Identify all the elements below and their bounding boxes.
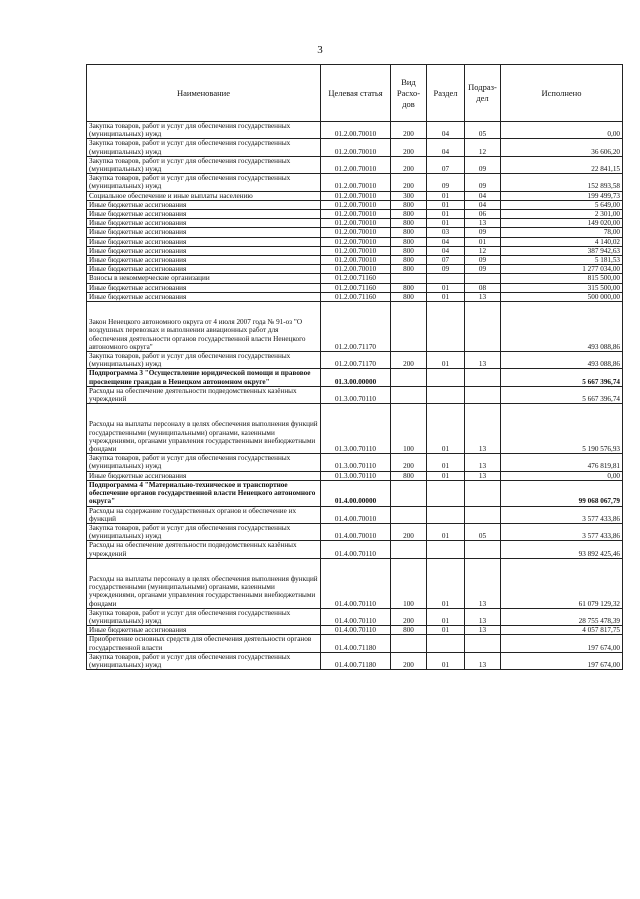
cell-subsection [465, 480, 501, 506]
cell-expense-kind: 200 [391, 652, 427, 669]
cell-expense-kind: 800 [391, 471, 427, 480]
cell-target-article: 01.4.00.70110 [321, 558, 391, 608]
cell-executed: 3 577 433,86 [501, 523, 623, 540]
cell-expense-kind [391, 635, 427, 652]
table-row [87, 274, 623, 283]
cell-expense-kind: 800 [391, 283, 427, 292]
cell-subsection: 12 [465, 246, 501, 255]
cell-section: 01 [427, 471, 465, 480]
cell-target-article: 01.2.00.71170 [321, 352, 391, 369]
cell-name: Закупка товаров, работ и услуг для обеспечения государственных (муниципальных) нужд [87, 523, 321, 540]
cell-executed: 152 893,58 [501, 174, 623, 191]
cell-expense-kind [391, 541, 427, 558]
table-body [87, 122, 623, 670]
cell-executed: 493 088,86 [501, 302, 623, 352]
table-row [87, 156, 623, 173]
cell-subsection: 13 [465, 471, 501, 480]
cell-name: Закупка товаров, работ и услуг для обеспечения государственных (муниципальных) нужд [87, 174, 321, 191]
cell-executed: 197 674,00 [501, 635, 623, 652]
cell-name: Иные бюджетные ассигнования [87, 200, 321, 209]
header-subsection: Подраз-дел [465, 65, 501, 122]
table-row [87, 471, 623, 480]
cell-section: 01 [427, 652, 465, 669]
cell-section: 03 [427, 228, 465, 237]
cell-subsection: 13 [465, 608, 501, 625]
cell-expense-kind: 800 [391, 265, 427, 274]
cell-name: Иные бюджетные ассигнования [87, 237, 321, 246]
cell-name: Иные бюджетные ассигнования [87, 210, 321, 219]
cell-executed: 5 190 576,93 [501, 404, 623, 454]
cell-target-article: 01.3.00.70110 [321, 471, 391, 480]
cell-target-article: 01.2.00.71160 [321, 274, 391, 283]
cell-executed: 476 819,81 [501, 454, 623, 471]
cell-section: 01 [427, 292, 465, 301]
cell-target-article: 01.2.00.70010 [321, 139, 391, 156]
cell-subsection: 08 [465, 283, 501, 292]
cell-subsection [465, 302, 501, 352]
cell-section [427, 506, 465, 523]
cell-executed: 0,00 [501, 122, 623, 139]
cell-subsection: 13 [465, 219, 501, 228]
cell-executed: 61 079 129,32 [501, 558, 623, 608]
cell-expense-kind: 200 [391, 352, 427, 369]
cell-section: 04 [427, 237, 465, 246]
cell-subsection [465, 369, 501, 386]
cell-target-article: 01.2.00.70010 [321, 256, 391, 265]
cell-subsection: 05 [465, 122, 501, 139]
cell-expense-kind [391, 506, 427, 523]
cell-target-article: 01.4.00.70110 [321, 541, 391, 558]
table-row [87, 558, 623, 608]
cell-executed: 36 606,20 [501, 139, 623, 156]
cell-name: Иные бюджетные ассигнования [87, 246, 321, 255]
cell-expense-kind: 800 [391, 237, 427, 246]
cell-executed: 493 088,86 [501, 352, 623, 369]
cell-executed: 4 057 817,75 [501, 626, 623, 635]
table-row [87, 635, 623, 652]
cell-name: Подпрограмма 4 "Материально-техническое и транспортное обеспечение органов государственной власти Ненецкого автономного округа" [87, 480, 321, 506]
cell-subsection [465, 506, 501, 523]
cell-subsection: 09 [465, 256, 501, 265]
cell-subsection: 09 [465, 228, 501, 237]
cell-target-article: 01.2.00.70010 [321, 122, 391, 139]
cell-executed: 22 841,15 [501, 156, 623, 173]
table-row [87, 541, 623, 558]
cell-section: 09 [427, 174, 465, 191]
cell-name: Иные бюджетные ассигнования [87, 292, 321, 301]
cell-name: Расходы на выплаты персоналу в целях обеспечения выполнения функций государственными (муниципальными) органами, казенными учреждениями, органами управления государственными внебюджетными фондами [87, 558, 321, 608]
cell-section [427, 386, 465, 403]
table-row [87, 626, 623, 635]
table-row [87, 369, 623, 386]
table-row [87, 352, 623, 369]
cell-name: Иные бюджетные ассигнования [87, 219, 321, 228]
cell-target-article: 01.4.00.71180 [321, 652, 391, 669]
cell-name: Закупка товаров, работ и услуг для обеспечения государственных (муниципальных) нужд [87, 608, 321, 625]
cell-section [427, 274, 465, 283]
cell-section [427, 480, 465, 506]
cell-subsection: 01 [465, 237, 501, 246]
cell-target-article: 01.2.00.71160 [321, 292, 391, 301]
cell-section: 01 [427, 191, 465, 200]
cell-target-article: 01.2.00.70010 [321, 174, 391, 191]
cell-name: Расходы на содержание государственных органов и обеспечение их функций [87, 506, 321, 523]
cell-subsection: 13 [465, 626, 501, 635]
header-expense-kind: Вид Расхо-дов [391, 65, 427, 122]
cell-target-article: 01.2.00.71160 [321, 283, 391, 292]
cell-target-article: 01.4.00.00000 [321, 480, 391, 506]
cell-section [427, 369, 465, 386]
cell-section: 01 [427, 210, 465, 219]
cell-name: Иные бюджетные ассигнования [87, 256, 321, 265]
cell-name: Подпрограмма 3 "Осуществление юридической помощи и правовое просвещение граждан в Ненецком автономном округе" [87, 369, 321, 386]
cell-expense-kind: 800 [391, 228, 427, 237]
cell-name: Взносы в некоммерческие организации [87, 274, 321, 283]
cell-executed: 4 140,02 [501, 237, 623, 246]
expenditure-table [86, 64, 623, 670]
cell-subsection: 13 [465, 292, 501, 301]
table-row [87, 386, 623, 403]
table-row [87, 652, 623, 669]
cell-executed: 5 667 396,74 [501, 386, 623, 403]
cell-name: Закупка товаров, работ и услуг для обеспечения государственных (муниципальных) нужд [87, 139, 321, 156]
cell-subsection: 04 [465, 200, 501, 209]
cell-executed: 5 181,53 [501, 256, 623, 265]
cell-subsection: 13 [465, 558, 501, 608]
cell-executed: 387 942,63 [501, 246, 623, 255]
cell-expense-kind: 200 [391, 122, 427, 139]
cell-section [427, 302, 465, 352]
table-row [87, 608, 623, 625]
cell-target-article: 01.2.00.70010 [321, 156, 391, 173]
cell-expense-kind: 800 [391, 256, 427, 265]
cell-name: Закупка товаров, работ и услуг для обеспечения государственных (муниципальных) нужд [87, 454, 321, 471]
table-row [87, 174, 623, 191]
cell-subsection: 09 [465, 174, 501, 191]
cell-expense-kind [391, 480, 427, 506]
cell-section [427, 635, 465, 652]
page-number: 3 [317, 44, 323, 56]
table-header-row [87, 65, 623, 122]
cell-name: Иные бюджетные ассигнования [87, 265, 321, 274]
cell-section: 01 [427, 626, 465, 635]
cell-target-article: 01.2.00.70010 [321, 246, 391, 255]
cell-target-article: 01.3.00.70110 [321, 404, 391, 454]
table-row [87, 292, 623, 301]
cell-expense-kind: 800 [391, 210, 427, 219]
cell-expense-kind [391, 274, 427, 283]
cell-executed: 0,00 [501, 471, 623, 480]
cell-section: 01 [427, 352, 465, 369]
cell-name: Закупка товаров, работ и услуг для обеспечения государственных (муниципальных) нужд [87, 156, 321, 173]
cell-name: Приобретение основных средств для обеспечения деятельности органов государственной власти [87, 635, 321, 652]
cell-executed: 315 500,00 [501, 283, 623, 292]
cell-executed: 78,00 [501, 228, 623, 237]
cell-section: 01 [427, 558, 465, 608]
table-row [87, 246, 623, 255]
cell-section: 01 [427, 283, 465, 292]
cell-section [427, 541, 465, 558]
cell-subsection [465, 386, 501, 403]
cell-expense-kind [391, 302, 427, 352]
cell-section: 01 [427, 608, 465, 625]
cell-section: 01 [427, 454, 465, 471]
cell-subsection: 13 [465, 652, 501, 669]
cell-expense-kind: 300 [391, 191, 427, 200]
cell-target-article: 01.3.00.00000 [321, 369, 391, 386]
cell-subsection [465, 541, 501, 558]
table-row [87, 122, 623, 139]
cell-name: Иные бюджетные ассигнования [87, 283, 321, 292]
cell-expense-kind: 200 [391, 523, 427, 540]
cell-target-article: 01.4.00.70010 [321, 506, 391, 523]
cell-executed: 3 577 433,86 [501, 506, 623, 523]
cell-expense-kind: 800 [391, 626, 427, 635]
cell-executed: 199 499,73 [501, 191, 623, 200]
cell-name: Закупка товаров, работ и услуг для обеспечения государственных (муниципальных) нужд [87, 352, 321, 369]
cell-target-article: 01.2.00.70010 [321, 219, 391, 228]
header-target-article: Целевая статья [321, 65, 391, 122]
table-row [87, 404, 623, 454]
cell-section: 09 [427, 265, 465, 274]
cell-executed: 5 649,00 [501, 200, 623, 209]
cell-section: 04 [427, 122, 465, 139]
cell-target-article: 01.2.00.70010 [321, 210, 391, 219]
cell-target-article: 01.3.00.70110 [321, 386, 391, 403]
cell-expense-kind: 200 [391, 174, 427, 191]
cell-executed: 500 000,00 [501, 292, 623, 301]
table-row [87, 302, 623, 352]
cell-expense-kind [391, 369, 427, 386]
cell-executed: 149 020,00 [501, 219, 623, 228]
header-executed: Исполнено [501, 65, 623, 122]
cell-target-article: 01.3.00.70110 [321, 454, 391, 471]
cell-target-article: 01.2.00.70010 [321, 200, 391, 209]
cell-executed: 815 500,00 [501, 274, 623, 283]
cell-executed: 5 667 396,74 [501, 369, 623, 386]
cell-target-article: 01.4.00.70110 [321, 626, 391, 635]
cell-subsection [465, 635, 501, 652]
cell-name: Иные бюджетные ассигнования [87, 228, 321, 237]
cell-name: Расходы на обеспечение деятельности подведомственных казённых учреждений [87, 386, 321, 403]
cell-executed: 28 755 478,39 [501, 608, 623, 625]
table-row [87, 219, 623, 228]
cell-target-article: 01.2.00.70010 [321, 237, 391, 246]
cell-name: Закон Ненецкого автономного округа от 4 июля 2007 года № 91-оз "О воздушных перевозках и выполнении авиационных работ для обеспечения деятельности органов государственной власти Ненецкого автономного округа" [87, 302, 321, 352]
cell-section: 07 [427, 156, 465, 173]
table-row [87, 139, 623, 156]
cell-expense-kind: 200 [391, 139, 427, 156]
cell-section: 01 [427, 523, 465, 540]
cell-subsection: 13 [465, 454, 501, 471]
cell-section: 04 [427, 139, 465, 156]
cell-target-article: 01.2.00.70010 [321, 191, 391, 200]
cell-subsection: 13 [465, 404, 501, 454]
cell-expense-kind: 100 [391, 558, 427, 608]
table-row [87, 265, 623, 274]
cell-expense-kind: 800 [391, 200, 427, 209]
cell-subsection: 09 [465, 265, 501, 274]
table-row [87, 506, 623, 523]
cell-executed: 99 068 067,79 [501, 480, 623, 506]
table-row [87, 283, 623, 292]
cell-expense-kind: 200 [391, 454, 427, 471]
cell-subsection: 05 [465, 523, 501, 540]
cell-expense-kind: 200 [391, 608, 427, 625]
cell-target-article: 01.4.00.70010 [321, 523, 391, 540]
cell-name: Социальное обеспечение и иные выплаты населению [87, 191, 321, 200]
table-row [87, 256, 623, 265]
cell-expense-kind: 200 [391, 156, 427, 173]
cell-target-article: 01.4.00.70110 [321, 608, 391, 625]
cell-name: Расходы на выплаты персоналу в целях обеспечения выполнения функций государственными (муниципальными) органами, казенными учреждениями, органами управления государственными внебюджетными фондами [87, 404, 321, 454]
table-row [87, 191, 623, 200]
cell-expense-kind: 800 [391, 246, 427, 255]
cell-target-article: 01.2.00.70010 [321, 265, 391, 274]
cell-subsection [465, 274, 501, 283]
cell-section: 01 [427, 200, 465, 209]
cell-section: 01 [427, 219, 465, 228]
cell-subsection: 13 [465, 352, 501, 369]
table-row [87, 480, 623, 506]
cell-name: Иные бюджетные ассигнования [87, 626, 321, 635]
table-row [87, 200, 623, 209]
cell-expense-kind: 800 [391, 292, 427, 301]
cell-section: 07 [427, 256, 465, 265]
cell-executed: 2 301,00 [501, 210, 623, 219]
table-row [87, 454, 623, 471]
cell-expense-kind: 100 [391, 404, 427, 454]
cell-section: 04 [427, 246, 465, 255]
header-name: Наименование [87, 65, 321, 122]
cell-subsection: 09 [465, 156, 501, 173]
cell-target-article: 01.2.00.71170 [321, 302, 391, 352]
cell-name: Иные бюджетные ассигнования [87, 471, 321, 480]
table-row [87, 523, 623, 540]
cell-subsection: 06 [465, 210, 501, 219]
cell-name: Расходы на обеспечение деятельности подведомственных казённых учреждений [87, 541, 321, 558]
cell-target-article: 01.2.00.70010 [321, 228, 391, 237]
cell-target-article: 01.4.00.71180 [321, 635, 391, 652]
table-row [87, 228, 623, 237]
table-row [87, 237, 623, 246]
cell-name: Закупка товаров, работ и услуг для обеспечения государственных (муниципальных) нужд [87, 122, 321, 139]
header-section: Раздел [427, 65, 465, 122]
cell-expense-kind [391, 386, 427, 403]
cell-executed: 197 674,00 [501, 652, 623, 669]
table-row [87, 210, 623, 219]
cell-subsection: 04 [465, 191, 501, 200]
cell-expense-kind: 800 [391, 219, 427, 228]
cell-executed: 93 892 425,46 [501, 541, 623, 558]
cell-name: Закупка товаров, работ и услуг для обеспечения государственных (муниципальных) нужд [87, 652, 321, 669]
cell-subsection: 12 [465, 139, 501, 156]
cell-executed: 1 277 034,00 [501, 265, 623, 274]
cell-section: 01 [427, 404, 465, 454]
